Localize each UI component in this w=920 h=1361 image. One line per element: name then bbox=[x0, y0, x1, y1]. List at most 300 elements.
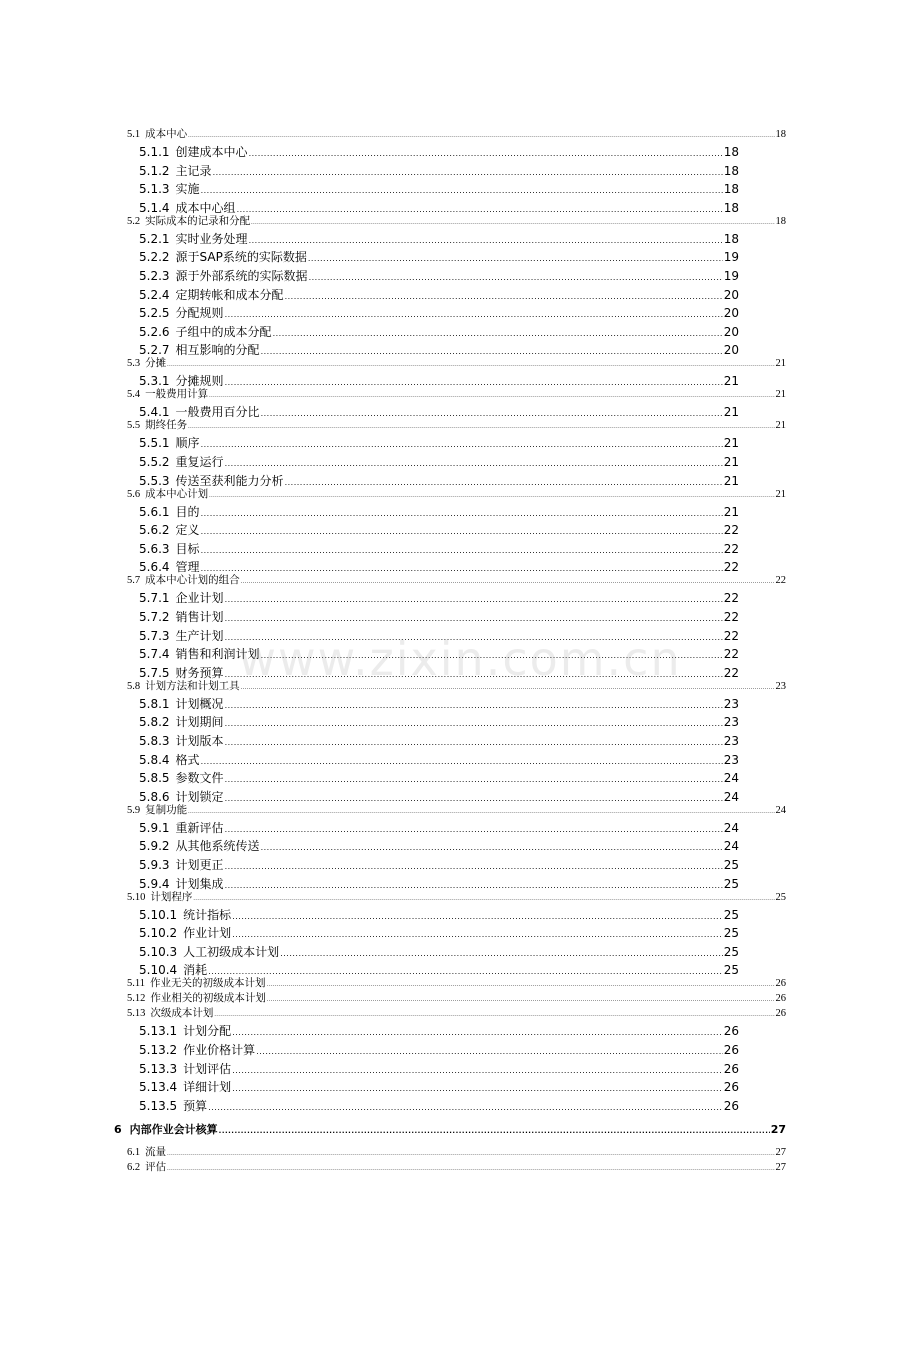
toc-entry-number: 5.4.1 bbox=[139, 405, 170, 420]
toc-entry-number: 5.7 bbox=[127, 575, 141, 587]
dot-leader bbox=[261, 410, 723, 418]
toc-entry-page: 21 bbox=[723, 436, 739, 451]
toc-entry-title: 内部作业会计核算 bbox=[129, 1122, 218, 1136]
toc-entry-title: 生产计划 bbox=[175, 628, 224, 643]
toc-entry-5-8-1[interactable] bbox=[139, 698, 739, 710]
toc-entry-title: 主记录 bbox=[175, 163, 212, 178]
dot-leader bbox=[208, 1104, 723, 1112]
toc-entry-page: 21 bbox=[775, 389, 786, 401]
toc-entry-number: 5.13.2 bbox=[139, 1043, 178, 1057]
toc-entry-number: 5.7.4 bbox=[139, 647, 170, 662]
toc-entry-5-13-1[interactable] bbox=[139, 1025, 739, 1037]
toc-entry-title: 重复运行 bbox=[175, 455, 224, 469]
toc-entry-page: 21 bbox=[775, 358, 786, 370]
toc-entry-title: 成本中心计划 bbox=[145, 488, 209, 500]
dot-leader bbox=[225, 311, 723, 319]
dot-leader bbox=[225, 863, 723, 871]
toc-entry-page: 24 bbox=[723, 820, 739, 835]
toc-entry-page: 27 bbox=[770, 1122, 786, 1136]
toc-entry-title: 次级成本计划 bbox=[150, 1008, 214, 1020]
dot-leader bbox=[209, 493, 774, 499]
dot-leader bbox=[225, 795, 723, 803]
dot-leader bbox=[285, 479, 723, 487]
toc-entry-5-4-1[interactable] bbox=[139, 406, 739, 418]
toc-entry-number: 5.1.1 bbox=[139, 145, 170, 159]
toc-entry-title: 期终任务 bbox=[145, 420, 188, 432]
toc-entry-5-7-4[interactable] bbox=[139, 648, 739, 660]
dot-leader bbox=[241, 685, 775, 691]
toc-entry-title: 详细计划 bbox=[183, 1080, 232, 1095]
toc-entry-page: 21 bbox=[723, 374, 739, 389]
toc-entry-5-2[interactable] bbox=[127, 217, 786, 228]
toc-entry-page: 26 bbox=[723, 1080, 739, 1095]
toc-entry-title: 子组中的成本分配 bbox=[175, 324, 272, 339]
toc-entry-number: 5.8.5 bbox=[139, 771, 170, 786]
toc-entry-number: 5.6.4 bbox=[139, 560, 170, 575]
toc-entry-5-8[interactable] bbox=[127, 682, 786, 693]
toc-entry-number: 5.9.2 bbox=[139, 839, 170, 854]
toc-entry-number: 5.10.1 bbox=[139, 907, 178, 922]
toc-entry-title: 计划概况 bbox=[175, 696, 224, 711]
toc-entry-page: 21 bbox=[775, 488, 786, 500]
toc-entry-5-6[interactable] bbox=[127, 490, 786, 501]
toc-entry-number: 5.5.3 bbox=[139, 473, 170, 488]
dot-leader bbox=[256, 1048, 723, 1056]
toc-entry-5-7-2[interactable] bbox=[139, 611, 739, 623]
toc-entry-title: 传送至获利能力分析 bbox=[175, 473, 284, 488]
toc-entry-page: 25 bbox=[723, 926, 739, 941]
toc-entry-number: 5.7.1 bbox=[139, 591, 170, 606]
toc-entry-5-4[interactable] bbox=[127, 390, 786, 401]
toc-entry-5-9-4[interactable] bbox=[139, 878, 739, 890]
dot-leader bbox=[280, 950, 723, 958]
dot-leader bbox=[261, 348, 723, 356]
toc-entry-number: 5.13.1 bbox=[139, 1024, 178, 1039]
toc-entry-number: 5.2.7 bbox=[139, 343, 170, 358]
toc-entry-title: 计划方法和计划工具 bbox=[145, 680, 240, 692]
dot-leader bbox=[249, 237, 723, 245]
toc-entry-page: 22 bbox=[723, 541, 739, 556]
toc-entry-number: 5.8.3 bbox=[139, 734, 170, 748]
dot-leader bbox=[201, 547, 723, 555]
toc-entry-number: 5.8.6 bbox=[139, 789, 170, 804]
toc-entry-page: 22 bbox=[723, 628, 739, 643]
toc-entry-number: 5.10.2 bbox=[139, 926, 178, 941]
toc-entry-page: 20 bbox=[723, 324, 739, 339]
dot-leader bbox=[241, 579, 775, 585]
dot-leader bbox=[188, 424, 774, 430]
toc-entry-number: 5.2.1 bbox=[139, 231, 170, 246]
dot-leader bbox=[232, 931, 723, 939]
toc-entry-number: 5.5.2 bbox=[139, 455, 170, 469]
toc-entry-title: 分摊 bbox=[145, 358, 167, 370]
toc-entry-number: 5.2.5 bbox=[139, 306, 170, 321]
dot-leader bbox=[249, 150, 723, 158]
toc-entry-page: 23 bbox=[723, 715, 739, 730]
toc-entry-title: 作业计划 bbox=[183, 926, 232, 941]
toc-entry-title: 实施 bbox=[175, 182, 200, 197]
toc-entry-title: 计划分配 bbox=[183, 1024, 232, 1039]
toc-entry-page: 18 bbox=[723, 163, 739, 178]
toc-entry-page: 22 bbox=[723, 591, 739, 606]
toc-entry-title: 计划集成 bbox=[175, 876, 224, 891]
toc-entry-5-10[interactable] bbox=[127, 893, 786, 904]
toc-entry-5-13[interactable] bbox=[127, 1009, 786, 1020]
toc-entry-title: 作业相关的初级成本计划 bbox=[150, 993, 266, 1005]
dot-leader bbox=[201, 441, 723, 449]
toc-entry-page: 25 bbox=[723, 963, 739, 978]
toc-entry-title: 销售和利润计划 bbox=[175, 647, 260, 662]
toc-entry-5-6-1[interactable] bbox=[139, 506, 739, 518]
toc-entry-title: 作业价格计算 bbox=[183, 1043, 256, 1057]
toc-entry-5-5-3[interactable] bbox=[139, 475, 739, 487]
toc-entry-page: 21 bbox=[723, 455, 739, 469]
dot-leader bbox=[285, 293, 723, 301]
toc-entry-5-12[interactable] bbox=[127, 994, 786, 1005]
toc-entry-number: 5.9.3 bbox=[139, 858, 170, 872]
toc-entry-title: 一般费用百分比 bbox=[175, 405, 260, 420]
dot-leader bbox=[188, 809, 774, 815]
toc-entry-page: 24 bbox=[775, 804, 786, 816]
toc-entry-page: 25 bbox=[775, 891, 786, 903]
toc-entry-page: 18 bbox=[775, 129, 786, 140]
toc-entry-page: 21 bbox=[723, 405, 739, 420]
toc-entry-page: 26 bbox=[723, 1043, 739, 1057]
toc-entry-number: 5.10.3 bbox=[139, 944, 178, 959]
toc-entry-number: 6.1 bbox=[127, 1146, 141, 1158]
toc-entry-number: 5.6.1 bbox=[139, 504, 170, 519]
dot-leader bbox=[261, 844, 723, 852]
toc-entry-number: 5.6 bbox=[127, 488, 141, 500]
toc-entry-5-5-1[interactable] bbox=[139, 437, 739, 449]
dot-leader bbox=[267, 982, 775, 988]
toc-entry-title: 计划期间 bbox=[175, 715, 224, 730]
toc-entry-title: 计划更正 bbox=[175, 858, 224, 872]
toc-entry-5-1-1[interactable] bbox=[139, 146, 739, 158]
toc-entry-number: 5.13.3 bbox=[139, 1061, 178, 1076]
toc-entry-title: 定义 bbox=[175, 523, 200, 538]
toc-entry-title: 计划锁定 bbox=[175, 789, 224, 804]
toc-entry-page: 27 bbox=[775, 1146, 786, 1158]
dot-leader bbox=[225, 882, 723, 890]
toc-entry-6-1[interactable] bbox=[127, 1148, 786, 1159]
toc-entry-page: 23 bbox=[723, 734, 739, 748]
toc-entry-page: 20 bbox=[723, 343, 739, 358]
toc-entry-number: 5.8.1 bbox=[139, 696, 170, 711]
dot-leader bbox=[232, 1085, 723, 1093]
toc-entry-number: 5.9.1 bbox=[139, 820, 170, 835]
toc-entry-number: 5.9.4 bbox=[139, 876, 170, 891]
toc-entry-5-1[interactable] bbox=[127, 130, 786, 141]
toc-entry-5-2-4[interactable] bbox=[139, 289, 739, 301]
toc-entry-5-2-5[interactable] bbox=[139, 307, 739, 319]
toc-entry-number: 5.3 bbox=[127, 358, 141, 370]
dot-leader bbox=[225, 615, 723, 623]
toc-entry-page: 25 bbox=[723, 876, 739, 891]
dot-leader bbox=[225, 634, 723, 642]
toc-entry-number: 5.6.2 bbox=[139, 523, 170, 538]
toc-entry-page: 18 bbox=[723, 145, 739, 159]
toc-entry-title: 实际成本的记录和分配 bbox=[145, 215, 251, 227]
dot-leader bbox=[261, 652, 723, 660]
toc-entry-5-1-3[interactable] bbox=[139, 183, 739, 195]
toc-entry-page: 23 bbox=[723, 696, 739, 711]
toc-entry-5-5-2[interactable] bbox=[139, 456, 739, 468]
toc-entry-5-10-3[interactable] bbox=[139, 946, 739, 958]
toc-entry-page: 22 bbox=[723, 560, 739, 575]
toc-entry-title: 计划评估 bbox=[183, 1061, 232, 1076]
dot-leader bbox=[225, 776, 723, 784]
toc-entry-number: 5.7.5 bbox=[139, 665, 170, 680]
dot-leader bbox=[267, 997, 775, 1003]
toc-entry-title: 计划版本 bbox=[175, 734, 224, 748]
toc-entry-page: 18 bbox=[723, 231, 739, 246]
toc-entry-page: 24 bbox=[723, 839, 739, 854]
toc-entry-number: 5.4 bbox=[127, 389, 141, 401]
toc-entry-page: 26 bbox=[775, 993, 786, 1005]
dot-leader bbox=[225, 671, 723, 679]
dot-leader bbox=[201, 758, 723, 766]
toc-entry-number: 5.9 bbox=[127, 804, 141, 816]
toc-entry-title: 源于外部系统的实际数据 bbox=[175, 269, 308, 283]
toc-entry-page: 20 bbox=[723, 306, 739, 321]
toc-entry-title: 顺序 bbox=[175, 436, 200, 451]
toc-entry-number: 5.2 bbox=[127, 215, 141, 227]
toc-entry-number: 5.8.2 bbox=[139, 715, 170, 730]
toc-entry-5-9-1[interactable] bbox=[139, 822, 739, 834]
toc-entry-number: 5.13 bbox=[127, 1008, 146, 1020]
toc-entry-number: 5.12 bbox=[127, 993, 146, 1005]
toc-entry-5-7-3[interactable] bbox=[139, 630, 739, 642]
toc-entry-title: 销售计划 bbox=[175, 610, 224, 624]
dot-leader bbox=[167, 1151, 774, 1157]
dot-leader bbox=[219, 1128, 770, 1135]
toc-entry-page: 20 bbox=[723, 287, 739, 302]
toc-entry-page: 22 bbox=[723, 610, 739, 624]
toc-entry-page: 21 bbox=[775, 420, 786, 432]
toc-entry-5-2-3[interactable] bbox=[139, 270, 739, 282]
toc-entry-5-11[interactable] bbox=[127, 979, 786, 990]
toc-entry-page: 18 bbox=[775, 215, 786, 227]
toc-entry-5-9[interactable] bbox=[127, 806, 786, 817]
toc-entry-6[interactable] bbox=[114, 1124, 786, 1135]
dot-leader bbox=[214, 1012, 774, 1018]
dot-leader bbox=[225, 460, 723, 468]
toc-entry-title: 复制功能 bbox=[145, 804, 188, 816]
toc-entry-title: 成本中心 bbox=[145, 129, 188, 140]
toc-entry-5-1-2[interactable] bbox=[139, 165, 739, 177]
dot-leader bbox=[225, 702, 723, 710]
toc-entry-5-13-4[interactable] bbox=[139, 1081, 739, 1093]
toc-entry-title: 相互影响的分配 bbox=[175, 343, 260, 358]
toc-entry-title: 创建成本中心 bbox=[175, 145, 248, 159]
toc-entry-5-2-6[interactable] bbox=[139, 326, 739, 338]
toc-entry-page: 22 bbox=[723, 647, 739, 662]
dot-leader bbox=[232, 1067, 723, 1075]
toc-entry-page: 25 bbox=[723, 858, 739, 872]
toc-entry-title: 企业计划 bbox=[175, 591, 224, 606]
dot-leader bbox=[251, 220, 774, 226]
toc-entry-page: 18 bbox=[723, 200, 739, 215]
toc-entry-5-13-2[interactable] bbox=[139, 1044, 739, 1056]
toc-entry-title: 分摊规则 bbox=[175, 374, 224, 389]
toc-entry-title: 消耗 bbox=[183, 963, 208, 978]
dot-leader bbox=[225, 739, 723, 747]
toc-entry-5-2-7[interactable] bbox=[139, 344, 739, 356]
dot-leader bbox=[209, 393, 774, 399]
toc-entry-number: 6.2 bbox=[127, 1161, 141, 1173]
toc-entry-title: 成本中心组 bbox=[175, 200, 236, 215]
toc-entry-title: 源于SAP系统的实际数据 bbox=[175, 250, 307, 265]
toc-entry-5-6-2[interactable] bbox=[139, 524, 739, 536]
dot-leader bbox=[308, 255, 723, 263]
toc-entry-number: 5.1 bbox=[127, 129, 141, 140]
toc-entry-number: 5.8 bbox=[127, 680, 141, 692]
toc-entry-5-3-1[interactable] bbox=[139, 375, 739, 387]
toc-entry-page: 22 bbox=[723, 665, 739, 680]
toc-entry-5-6-3[interactable] bbox=[139, 543, 739, 555]
toc-entry-5-13-3[interactable] bbox=[139, 1063, 739, 1075]
toc-entry-title: 重新评估 bbox=[175, 820, 224, 835]
toc-entry-page: 21 bbox=[723, 473, 739, 488]
toc-entry-title: 计划程序 bbox=[150, 891, 193, 903]
dot-leader bbox=[309, 274, 723, 282]
toc-entry-5-8-4[interactable] bbox=[139, 754, 739, 766]
dot-leader bbox=[225, 379, 723, 387]
toc-entry-number: 5.5.1 bbox=[139, 436, 170, 451]
dot-leader bbox=[201, 565, 723, 573]
toc-entry-5-5[interactable] bbox=[127, 421, 786, 432]
toc-entry-5-9-2[interactable] bbox=[139, 840, 739, 852]
dot-leader bbox=[237, 206, 723, 214]
toc-entry-title: 预算 bbox=[183, 1098, 208, 1113]
dot-leader bbox=[201, 528, 723, 536]
toc-entry-title: 作业无关的初级成本计划 bbox=[150, 978, 266, 990]
toc-entry-number: 5.7.2 bbox=[139, 610, 170, 624]
toc-entry-title: 从其他系统传送 bbox=[175, 839, 260, 854]
dot-leader bbox=[225, 720, 723, 728]
toc-entry-page: 26 bbox=[775, 1008, 786, 1020]
dot-leader bbox=[225, 826, 723, 834]
toc-entry-title: 格式 bbox=[175, 752, 200, 767]
toc-entry-6-2[interactable] bbox=[127, 1163, 786, 1174]
toc-entry-page: 26 bbox=[723, 1024, 739, 1039]
toc-entry-number: 5.2.4 bbox=[139, 287, 170, 302]
toc-entry-5-13-5[interactable] bbox=[139, 1100, 739, 1112]
dot-leader bbox=[167, 1166, 774, 1172]
toc-entry-page: 26 bbox=[723, 1098, 739, 1113]
toc-entry-title: 人工初级成本计划 bbox=[183, 944, 280, 959]
toc-entry-5-1-4[interactable] bbox=[139, 202, 739, 214]
toc-entry-number: 5.10 bbox=[127, 891, 146, 903]
toc-entry-page: 22 bbox=[723, 523, 739, 538]
toc-entry-number: 5.1.2 bbox=[139, 163, 170, 178]
toc-entry-5-3[interactable] bbox=[127, 359, 786, 370]
toc-entry-title: 成本中心计划的组合 bbox=[145, 575, 240, 587]
toc-entry-5-8-5[interactable] bbox=[139, 772, 739, 784]
toc-entry-page: 23 bbox=[723, 752, 739, 767]
toc-entry-page: 25 bbox=[723, 944, 739, 959]
toc-entry-title: 流量 bbox=[145, 1146, 167, 1158]
toc-entry-5-7[interactable] bbox=[127, 576, 786, 587]
toc-entry-page: 26 bbox=[775, 978, 786, 990]
toc-entry-5-7-1[interactable] bbox=[139, 592, 739, 604]
toc-entry-number: 5.2.3 bbox=[139, 269, 170, 283]
toc-entry-number: 6 bbox=[114, 1122, 122, 1136]
toc-entry-title: 评估 bbox=[145, 1161, 167, 1173]
toc-entry-number: 5.13.5 bbox=[139, 1098, 178, 1113]
toc-entry-5-9-3[interactable] bbox=[139, 859, 739, 871]
toc-entry-5-2-2[interactable] bbox=[139, 251, 739, 263]
dot-leader bbox=[201, 510, 723, 518]
toc-entry-5-8-6[interactable] bbox=[139, 791, 739, 803]
toc-entry-title: 管理 bbox=[175, 560, 200, 575]
toc-entry-5-8-3[interactable] bbox=[139, 735, 739, 747]
dot-leader bbox=[273, 330, 723, 338]
toc-entry-number: 5.5 bbox=[127, 420, 141, 432]
toc-entry-page: 19 bbox=[723, 250, 739, 265]
toc-entry-number: 5.2.2 bbox=[139, 250, 170, 265]
toc-entry-5-6-4[interactable] bbox=[139, 561, 739, 573]
toc-entry-title: 实时业务处理 bbox=[175, 231, 248, 246]
dot-leader bbox=[167, 362, 774, 368]
dot-leader bbox=[193, 896, 774, 902]
toc-entry-page: 25 bbox=[723, 907, 739, 922]
toc-entry-page: 23 bbox=[775, 680, 786, 692]
toc-entry-page: 27 bbox=[775, 1161, 786, 1173]
toc-entry-title: 统计指标 bbox=[183, 907, 232, 922]
toc-entry-5-10-1[interactable] bbox=[139, 909, 739, 921]
dot-leader bbox=[232, 1029, 723, 1037]
dot-leader bbox=[208, 968, 723, 976]
watermark: www.zixin.com.cn bbox=[238, 632, 682, 686]
dot-leader bbox=[201, 187, 723, 195]
dot-leader bbox=[213, 169, 723, 177]
toc-entry-page: 19 bbox=[723, 269, 739, 283]
toc-entry-number: 5.2.6 bbox=[139, 324, 170, 339]
dot-leader bbox=[225, 596, 723, 604]
toc-entry-title: 财务预算 bbox=[175, 665, 224, 680]
toc-entry-5-10-4[interactable] bbox=[139, 964, 739, 976]
toc-entry-title: 参数文件 bbox=[175, 771, 224, 786]
dot-leader bbox=[188, 133, 774, 139]
toc-entry-number: 5.10.4 bbox=[139, 963, 178, 978]
toc-entry-page: 21 bbox=[723, 504, 739, 519]
toc-entry-number: 5.6.3 bbox=[139, 541, 170, 556]
toc-entry-number: 5.8.4 bbox=[139, 752, 170, 767]
toc-entry-5-7-5[interactable] bbox=[139, 667, 739, 679]
toc-entry-number: 5.7.3 bbox=[139, 628, 170, 643]
toc-entry-5-2-1[interactable] bbox=[139, 233, 739, 245]
toc-entry-title: 一般费用计算 bbox=[145, 389, 209, 401]
toc-entry-number: 5.3.1 bbox=[139, 374, 170, 389]
toc-entry-page: 26 bbox=[723, 1061, 739, 1076]
toc-entry-title: 分配规则 bbox=[175, 306, 224, 321]
toc-entry-title: 目标 bbox=[175, 541, 200, 556]
toc-entry-title: 目的 bbox=[175, 504, 200, 519]
toc-entry-title: 定期转帐和成本分配 bbox=[175, 287, 284, 302]
toc-entry-page: 22 bbox=[775, 575, 786, 587]
toc-entry-number: 5.13.4 bbox=[139, 1080, 178, 1095]
toc-entry-number: 5.1.4 bbox=[139, 200, 170, 215]
toc-entry-page: 18 bbox=[723, 182, 739, 197]
toc-entry-page: 24 bbox=[723, 789, 739, 804]
toc-entry-number: 5.11 bbox=[127, 978, 145, 990]
dot-leader bbox=[232, 913, 723, 921]
toc-entry-5-10-2[interactable] bbox=[139, 927, 739, 939]
toc-entry-number: 5.1.3 bbox=[139, 182, 170, 197]
toc-entry-5-8-2[interactable] bbox=[139, 716, 739, 728]
